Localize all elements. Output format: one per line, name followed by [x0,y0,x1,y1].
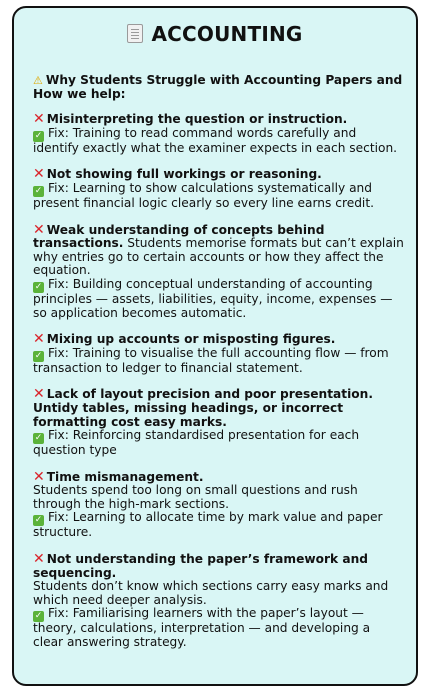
check-mark-icon: ✓ [34,281,43,292]
fix-line [33,511,404,540]
list-item [33,221,404,321]
intro-text: Why Students Struggle with Accounting Papers and How we help: [33,73,403,101]
fix-text: Fix: Building conceptual understanding of accounting principles — assets, liabilities, equity, income, expenses — so application becomes automatic. [33,276,393,320]
check-mark-icon: ✓ [34,185,43,196]
cross-mark-icon: ✕ [33,221,45,238]
content-body [33,74,404,663]
problem-heading-continued: Untidy tables, missing headings, or incorrect formatting cost easy marks. [33,400,344,429]
fix-text: Fix: Learning to show calculations systematically and present financial logic clearly so every line earns credit. [33,180,374,210]
problem-detail: Students memorise formats but can’t explain why entries go to certain accounts or how they affect the equation. [33,236,404,278]
check-mark-icon: ✓ [34,433,43,444]
problem-detail: Students don’t know which sections carry easy marks and which need deeper analysis. [33,579,389,607]
problem-heading: Lack of layout precision and poor presentation. [46,387,373,402]
problem-heading: Mixing up accounts or misposting figures. [46,332,336,347]
content-card [12,6,418,686]
fix-line [33,347,404,376]
check-mark-icon: ✓ [34,515,43,526]
check-mark-icon: ✓ [34,350,43,361]
fix-line [33,182,404,211]
check-mark-icon: ✓ [34,611,43,622]
page-title [14,22,416,46]
fix-text: Fix: Familiarising learners with the paper’s layout — theory, calculations, interpretation — and developing a clear answering strategy. [33,606,371,650]
cross-mark-icon: ✕ [33,468,45,485]
problem-detail: Students spend too long on small questions and rush through the high-mark sections. [33,483,358,511]
cross-mark-icon: ✕ [33,111,45,128]
list-item [33,553,404,650]
problem-heading: Not showing full workings or reasoning. [46,167,322,182]
cross-mark-icon: ✕ [33,331,45,348]
list-item [33,468,404,540]
fix-line [33,607,404,649]
problem-heading: Not understanding the paper’s framework and sequencing. [33,552,368,580]
fix-text: Fix: Reinforcing standardised presentation for each question type [33,428,360,458]
cross-mark-icon: ✕ [33,166,45,183]
list-item [33,388,404,457]
fix-text: Fix: Training to read command words carefully and identify exactly what the examiner expects in each section. [33,125,398,155]
warning-icon: ⚠ [33,74,43,87]
intro-heading [33,74,404,101]
problem-heading: Misinterpreting the question or instruction. [46,112,348,127]
problem-heading: Time mismanagement. [46,469,204,484]
cross-mark-icon: ✕ [33,386,45,403]
fix-text: Fix: Learning to allocate time by mark value and paper structure. [33,510,383,540]
fix-line [33,429,404,458]
fix-text: Fix: Training to visualise the full accounting flow — from transaction to ledger to financial statement. [33,345,389,375]
fix-line [33,278,404,320]
check-mark-icon: ✓ [34,130,43,141]
fix-line [33,127,404,156]
list-item [33,113,404,155]
problem-heading: Weak understanding of concepts behind transactions. [33,222,325,251]
list-item [33,168,404,210]
cross-mark-icon: ✕ [33,551,45,568]
document-icon [127,24,143,43]
list-item [33,333,404,375]
title-text: ACCOUNTING [151,22,303,46]
